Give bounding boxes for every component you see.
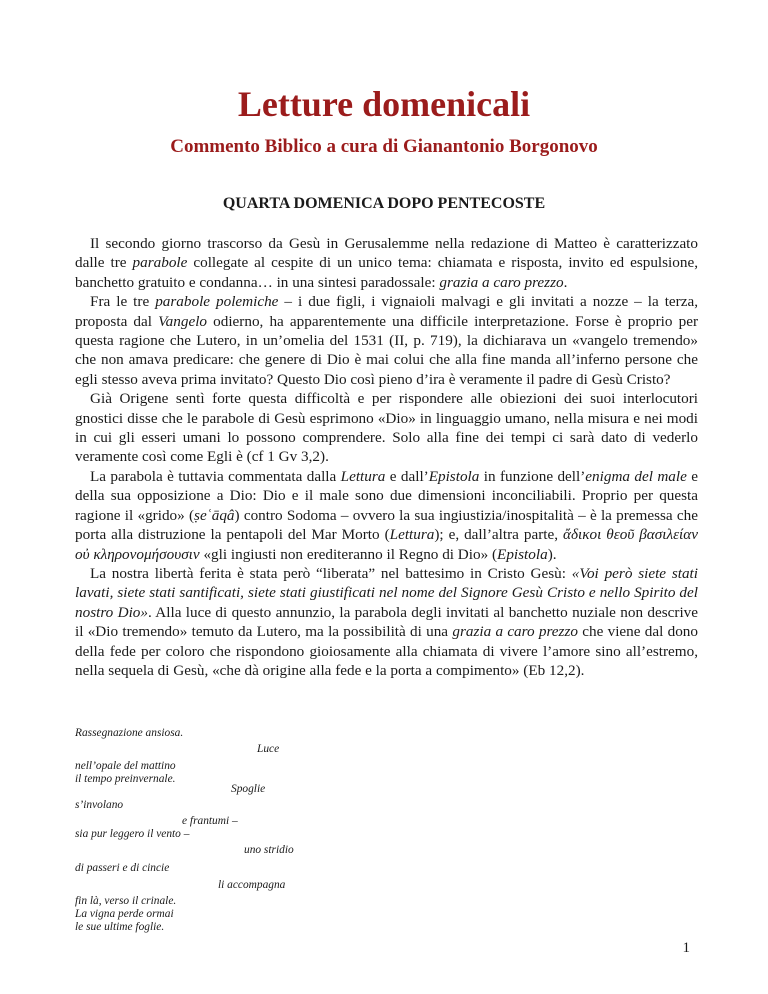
text-run: . <box>563 273 568 291</box>
poem-line: Spoglie <box>231 783 266 795</box>
poem-line: e frantumi – <box>182 815 238 827</box>
italic-run: ṣeʿāqâ <box>194 506 235 524</box>
italic-run: ἄδικοι θεοῦ βασιλείαν οὐ κληρονομήσουσιν <box>75 526 698 563</box>
italic-run: parabole <box>132 254 188 272</box>
text-run: Il secondo giorno trascorso da Gesù in Gerusalemme nella redazione di Matteo è caratterizzato dalle tre <box>75 235 698 272</box>
poem-line: fin là, verso il crinale. <box>75 895 177 907</box>
poem-line: La vigna perde ormai <box>75 908 174 920</box>
text-run: Già Origene sentì forte questa difficoltà e per rispondere alle obiezioni dei suoi interlocutori gnostici disse che le parabole di Gesù esprimono «Dio» in linguaggio umano, nella misura e nei modi in cui gli esseri umani lo possono comprendere. Solo alla fine dei tempi ci sarà dato di vederlo veramente così come Egli è (cf 1 Gv 3,2). <box>75 390 698 466</box>
text-run: e della sua opposizione a Dio: Dio e il male sono due dimensioni inconciliabili. Proprio per questa ragione il «grido» ( <box>75 467 698 524</box>
document-title: Letture domenicali <box>237 84 531 124</box>
text-run: La parabola è tuttavia commentata dalla <box>90 467 341 485</box>
text-run: ); e, dall’altra parte, <box>434 526 563 544</box>
poem-line: li accompagna <box>218 879 286 891</box>
italic-run: Lettura <box>340 467 386 485</box>
italic-run: Vangelo <box>158 312 208 330</box>
paragraph <box>75 292 698 389</box>
poem-line: uno stridio <box>244 844 294 856</box>
italic-run: enigma del male <box>585 467 687 485</box>
body-text <box>75 234 698 680</box>
text-run: – i due figli, i vignaioli malvagi e gli invitati a nozze – la terza, proposta dal <box>75 293 698 330</box>
poem-line: nell’opale del mattino <box>75 760 176 772</box>
paragraph <box>75 389 698 467</box>
page-number: 1 <box>682 940 690 956</box>
text-run: ) contro Sodoma – ovvero la sua ingiustizia/inospitalità – è la premessa che porta alla distruzione la pentapoli del Mar Morto ( <box>75 506 698 544</box>
text-run: e dall’ <box>385 467 429 485</box>
poem <box>75 727 475 933</box>
poem-line: il tempo preinvernale. <box>75 773 176 785</box>
text-run: «gli ingiusti non erediteranno il Regno di Dio» ( <box>199 545 498 563</box>
italic-run: «Voi però siete stati lavati, siete stati santificati, siete stati giustificati nel nome del Signore Gesù Cristo e nello Spirito del nostro Dio» <box>75 564 698 621</box>
text-run: che viene dal dono della fede per coloro che rispondono gioiosamente alla chiamata di vivere l’amore sino all’estremo, nella sequela di Gesù, «che dà origine alla fede e la porta a compimento» (Eb 12,2). <box>75 623 698 679</box>
poem-line: s’involano <box>75 799 124 811</box>
italic-run: grazia a caro prezzo <box>439 273 564 291</box>
document-subtitle: Commento Biblico a cura di Gianantonio Borgonovo <box>170 136 598 157</box>
text-run: Fra le tre <box>90 293 156 311</box>
poem-line: Luce <box>257 743 280 755</box>
paragraph <box>75 564 698 680</box>
text-run: collegate al cespite di un unico tema: chiamata e risposta, invito ed espulsione, banchetto gratuito e condanna… in una sintesi paradossale: <box>75 254 698 291</box>
paragraph <box>75 234 698 292</box>
paragraph <box>75 467 698 564</box>
poem-line: di passeri e di cincie <box>75 862 170 874</box>
poem-line: Rassegnazione ansiosa. <box>75 727 184 739</box>
text-run: ). <box>547 545 557 563</box>
text-run: . Alla luce di questo annunzio, la parabola degli invitati al banchetto nuziale non descrive il «Dio tremendo» temuto da Lutero, ma la possibilità di una <box>75 603 698 641</box>
text-run: odierno, ha apparentemente una difficile interpretazione. Forse è proprio per questa ragione che Lutero, in un’omelia del 1531 (II, p. 719), la dichiarava un «vangelo tremendo» che non amava predicare: che genere di Dio è mai colui che alla fine manda all’inferno persone che egli stesso aveva prima invitato? Questo Dio così pieno d’ira è veramente il padre di Gesù Cristo? <box>75 312 699 388</box>
italic-run: Epistola <box>428 467 480 485</box>
italic-run: parabole polemiche <box>155 293 279 311</box>
section-heading: QUARTA DOMENICA DOPO PENTECOSTE <box>222 195 546 212</box>
italic-run: grazia a caro prezzo <box>452 623 578 641</box>
text-run: in funzione dell’ <box>479 467 586 485</box>
italic-run: Lettura <box>389 526 435 544</box>
text-run: La nostra libertà ferita è stata però “liberata” nel battesimo in Cristo Gesù: <box>90 564 572 582</box>
poem-line: sia pur leggero il vento – <box>75 828 190 840</box>
italic-run: Epistola <box>497 545 548 563</box>
poem-line: le sue ultime foglie. <box>75 921 165 933</box>
